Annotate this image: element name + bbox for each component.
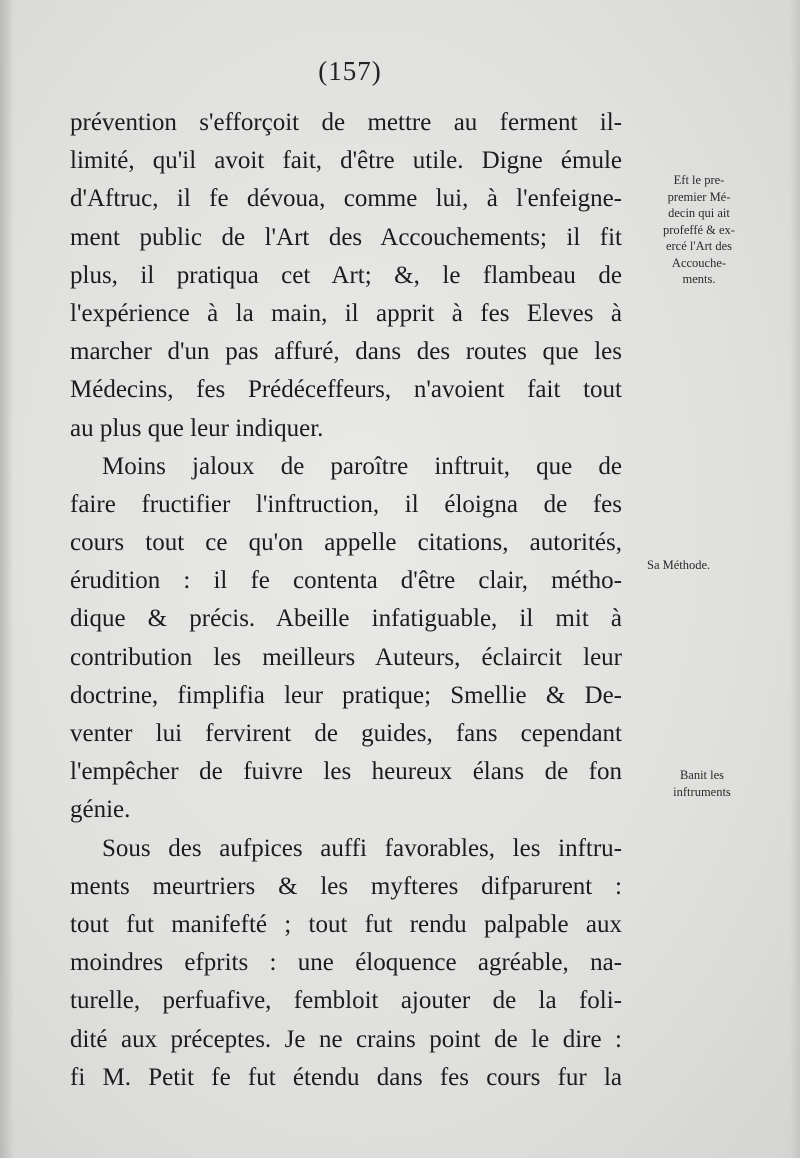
text-line: Médecins, fes Prédéceffeurs, n'avoient fait tout (70, 376, 622, 404)
text-line: prévention s'efforçoit de mettre au ferment il- (70, 109, 622, 136)
text-line: venter lui fervirent de guides, fans cependant (70, 720, 622, 747)
page-number: (157) (318, 56, 382, 86)
text-line: turelle, perfuafive, fembloit ajouter de la foli- (70, 987, 622, 1015)
text-line: érudition : il fe contenta d'être clair, métho- (70, 567, 622, 595)
text-line: contribution les meilleurs Auteurs, éclaircit leur (70, 643, 622, 671)
body-text (70, 104, 622, 1097)
margin-note-line: Accouche- (671, 255, 727, 270)
text-line: limité, qu'il avoit fait, d'être utile. Digne émule (70, 147, 622, 175)
margin-note-method (647, 557, 767, 574)
text-line: cours tout ce qu'on appelle citations, autorités, (70, 529, 622, 557)
text-line: fi M. Petit fe fut étendu dans fes cours fur la (70, 1063, 622, 1091)
margin-note-instruments (637, 767, 767, 800)
margin-note-line: inftruments (673, 784, 731, 799)
margin-note-line: Eft le pre- (673, 173, 725, 187)
text-line: ments meurtriers & les myfteres difparurent : (70, 872, 622, 900)
text-line: génie. (70, 796, 131, 824)
text-line: plus, il pratiqua cet Art; &, le flambeau de (70, 261, 622, 289)
text-line: au plus que leur indiquer. (70, 414, 324, 442)
text-line: marcher d'un pas affuré, dans des routes que les (70, 338, 622, 366)
text-line: ment public de l'Art des Accouchements; il fit (70, 223, 622, 251)
text-line: l'empêcher de fuivre les heureux élans de fon (70, 758, 622, 786)
text-line: tout fut manifefté ; tout fut rendu palpable aux (70, 910, 622, 938)
text-line: faire fructifier l'inftruction, il éloigna de fes (70, 490, 622, 518)
text-line: d'Aftruc, il fe dévoua, comme lui, à l'enfeigne- (70, 185, 622, 213)
margin-note-first-physician (634, 172, 764, 288)
text-line: doctrine, fimplifia leur pratique; Smellie & De- (70, 681, 622, 709)
margin-note-line: ments. (682, 272, 716, 286)
text-line: moindres efprits : une éloquence agréable, na- (70, 949, 622, 977)
margin-note-line: decin qui ait (668, 206, 730, 220)
margin-note-line: Banit les (679, 768, 725, 782)
text-line: l'expérience à la main, il apprit à fes Eleves à (70, 299, 622, 327)
margin-note-line: ercé l'Art des (665, 239, 733, 253)
text-line: Sous des aufpices auffi favorables, les inftru- (102, 834, 622, 862)
margin-note-line: profeffé & ex- (663, 222, 735, 237)
margin-note-line: premier Mé- (667, 189, 731, 204)
text-line: dique & précis. Abeille infatiguable, il mit à (70, 605, 622, 633)
text-line: Moins jaloux de paroître inftruit, que de (102, 452, 622, 480)
margin-note-line: Sa Méthode. (647, 558, 711, 572)
text-line: dité aux préceptes. Je ne crains point de le dire : (70, 1025, 622, 1053)
